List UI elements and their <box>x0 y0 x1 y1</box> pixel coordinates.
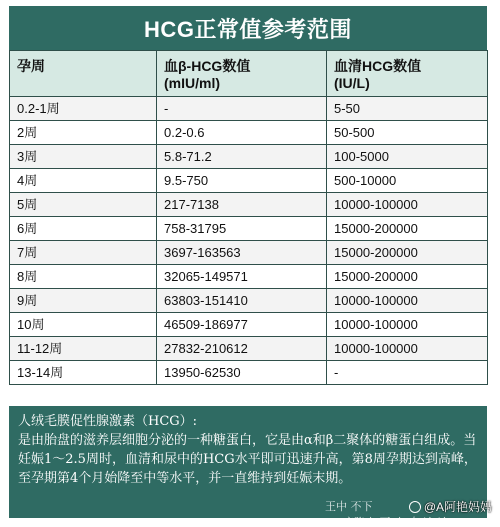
cell-week: 8周 <box>10 265 157 289</box>
cell-week: 3周 <box>10 145 157 169</box>
author-watermark <box>409 498 492 515</box>
cell-week: 7周 <box>10 241 157 265</box>
cell-week: 5周 <box>10 193 157 217</box>
header-gestational-week-label: 孕周 <box>17 58 45 74</box>
cell-week: 0.2-1周 <box>10 97 157 121</box>
table-row <box>10 361 488 385</box>
cell-beta-hcg: 27832-210612 <box>157 337 327 361</box>
table-row <box>10 313 488 337</box>
cell-serum-hcg: 50-500 <box>327 121 488 145</box>
cell-beta-hcg: 9.5-750 <box>157 169 327 193</box>
cell-beta-hcg: 5.8-71.2 <box>157 145 327 169</box>
cell-week: 4周 <box>10 169 157 193</box>
header-serum-hcg <box>327 51 488 97</box>
cell-week: 6周 <box>10 217 157 241</box>
header-gestational-week <box>10 51 157 97</box>
cell-serum-hcg: - <box>327 361 488 385</box>
table-row <box>10 145 488 169</box>
cell-beta-hcg: 758-31795 <box>157 217 327 241</box>
cell-serum-hcg: 10000-100000 <box>327 313 488 337</box>
cell-beta-hcg: 217-7138 <box>157 193 327 217</box>
cell-beta-hcg: 3697-163563 <box>157 241 327 265</box>
cell-serum-hcg: 10000-100000 <box>327 193 488 217</box>
hcg-reference-table <box>9 50 488 385</box>
cell-week: 11-12周 <box>10 337 157 361</box>
header-blood-beta-hcg-unit: (mIU/ml) <box>164 75 220 91</box>
cell-beta-hcg: - <box>157 97 327 121</box>
table-row <box>10 121 488 145</box>
cell-serum-hcg: 10000-100000 <box>327 337 488 361</box>
table-row <box>10 193 488 217</box>
cell-beta-hcg: 32065-149571 <box>157 265 327 289</box>
cell-week: 10周 <box>10 313 157 337</box>
watermark-text: @A阿艳妈妈 <box>423 500 492 514</box>
cell-week: 9周 <box>10 289 157 313</box>
overlay-text-line-b: 应降水 至 水 本 达 达 3 <box>343 516 459 527</box>
cell-beta-hcg: 0.2-0.6 <box>157 121 327 145</box>
table-row <box>10 169 488 193</box>
note-body: 是由胎盘的滋养层细胞分泌的一种糖蛋白，它是由α和β二聚体的糖蛋白组成。当妊娠1～2.5周时，血清和尿中的HCG水平即可迅速升高，第8周孕期达到高峰，至孕期第4个月始降至中等水平，并一直维持到妊娠末期。 <box>18 433 477 486</box>
note-title: 人绒毛膜促性腺激素（HCG）: <box>18 414 198 429</box>
cell-serum-hcg: 15000-200000 <box>327 217 488 241</box>
cell-beta-hcg: 13950-62530 <box>157 361 327 385</box>
cell-week: 2周 <box>10 121 157 145</box>
table-row <box>10 337 488 361</box>
cell-week: 13-14周 <box>10 361 157 385</box>
header-blood-beta-hcg <box>157 51 327 97</box>
cell-beta-hcg: 46509-186977 <box>157 313 327 337</box>
header-serum-hcg-label: 血清HCG数值 <box>334 58 422 74</box>
table-row <box>10 241 488 265</box>
cell-serum-hcg: 5-50 <box>327 97 488 121</box>
table-row <box>10 289 488 313</box>
cell-serum-hcg: 10000-100000 <box>327 289 488 313</box>
cell-serum-hcg: 15000-200000 <box>327 265 488 289</box>
header-blood-beta-hcg-label: 血β-HCG数值 <box>164 58 251 74</box>
table-row <box>10 217 488 241</box>
page-title: HCG正常值参考范围 <box>9 6 487 50</box>
cell-serum-hcg: 15000-200000 <box>327 241 488 265</box>
table-row <box>10 97 488 121</box>
cell-serum-hcg: 100-5000 <box>327 145 488 169</box>
table-body <box>10 97 488 385</box>
table-row <box>10 265 488 289</box>
cell-beta-hcg: 63803-151410 <box>157 289 327 313</box>
watermark-logo-icon <box>409 501 421 513</box>
overlay-text-line-a: 王中 不下 <box>325 500 373 513</box>
table-header-row <box>10 51 488 97</box>
header-serum-hcg-unit: (IU/L) <box>334 75 370 91</box>
cell-serum-hcg: 500-10000 <box>327 169 488 193</box>
